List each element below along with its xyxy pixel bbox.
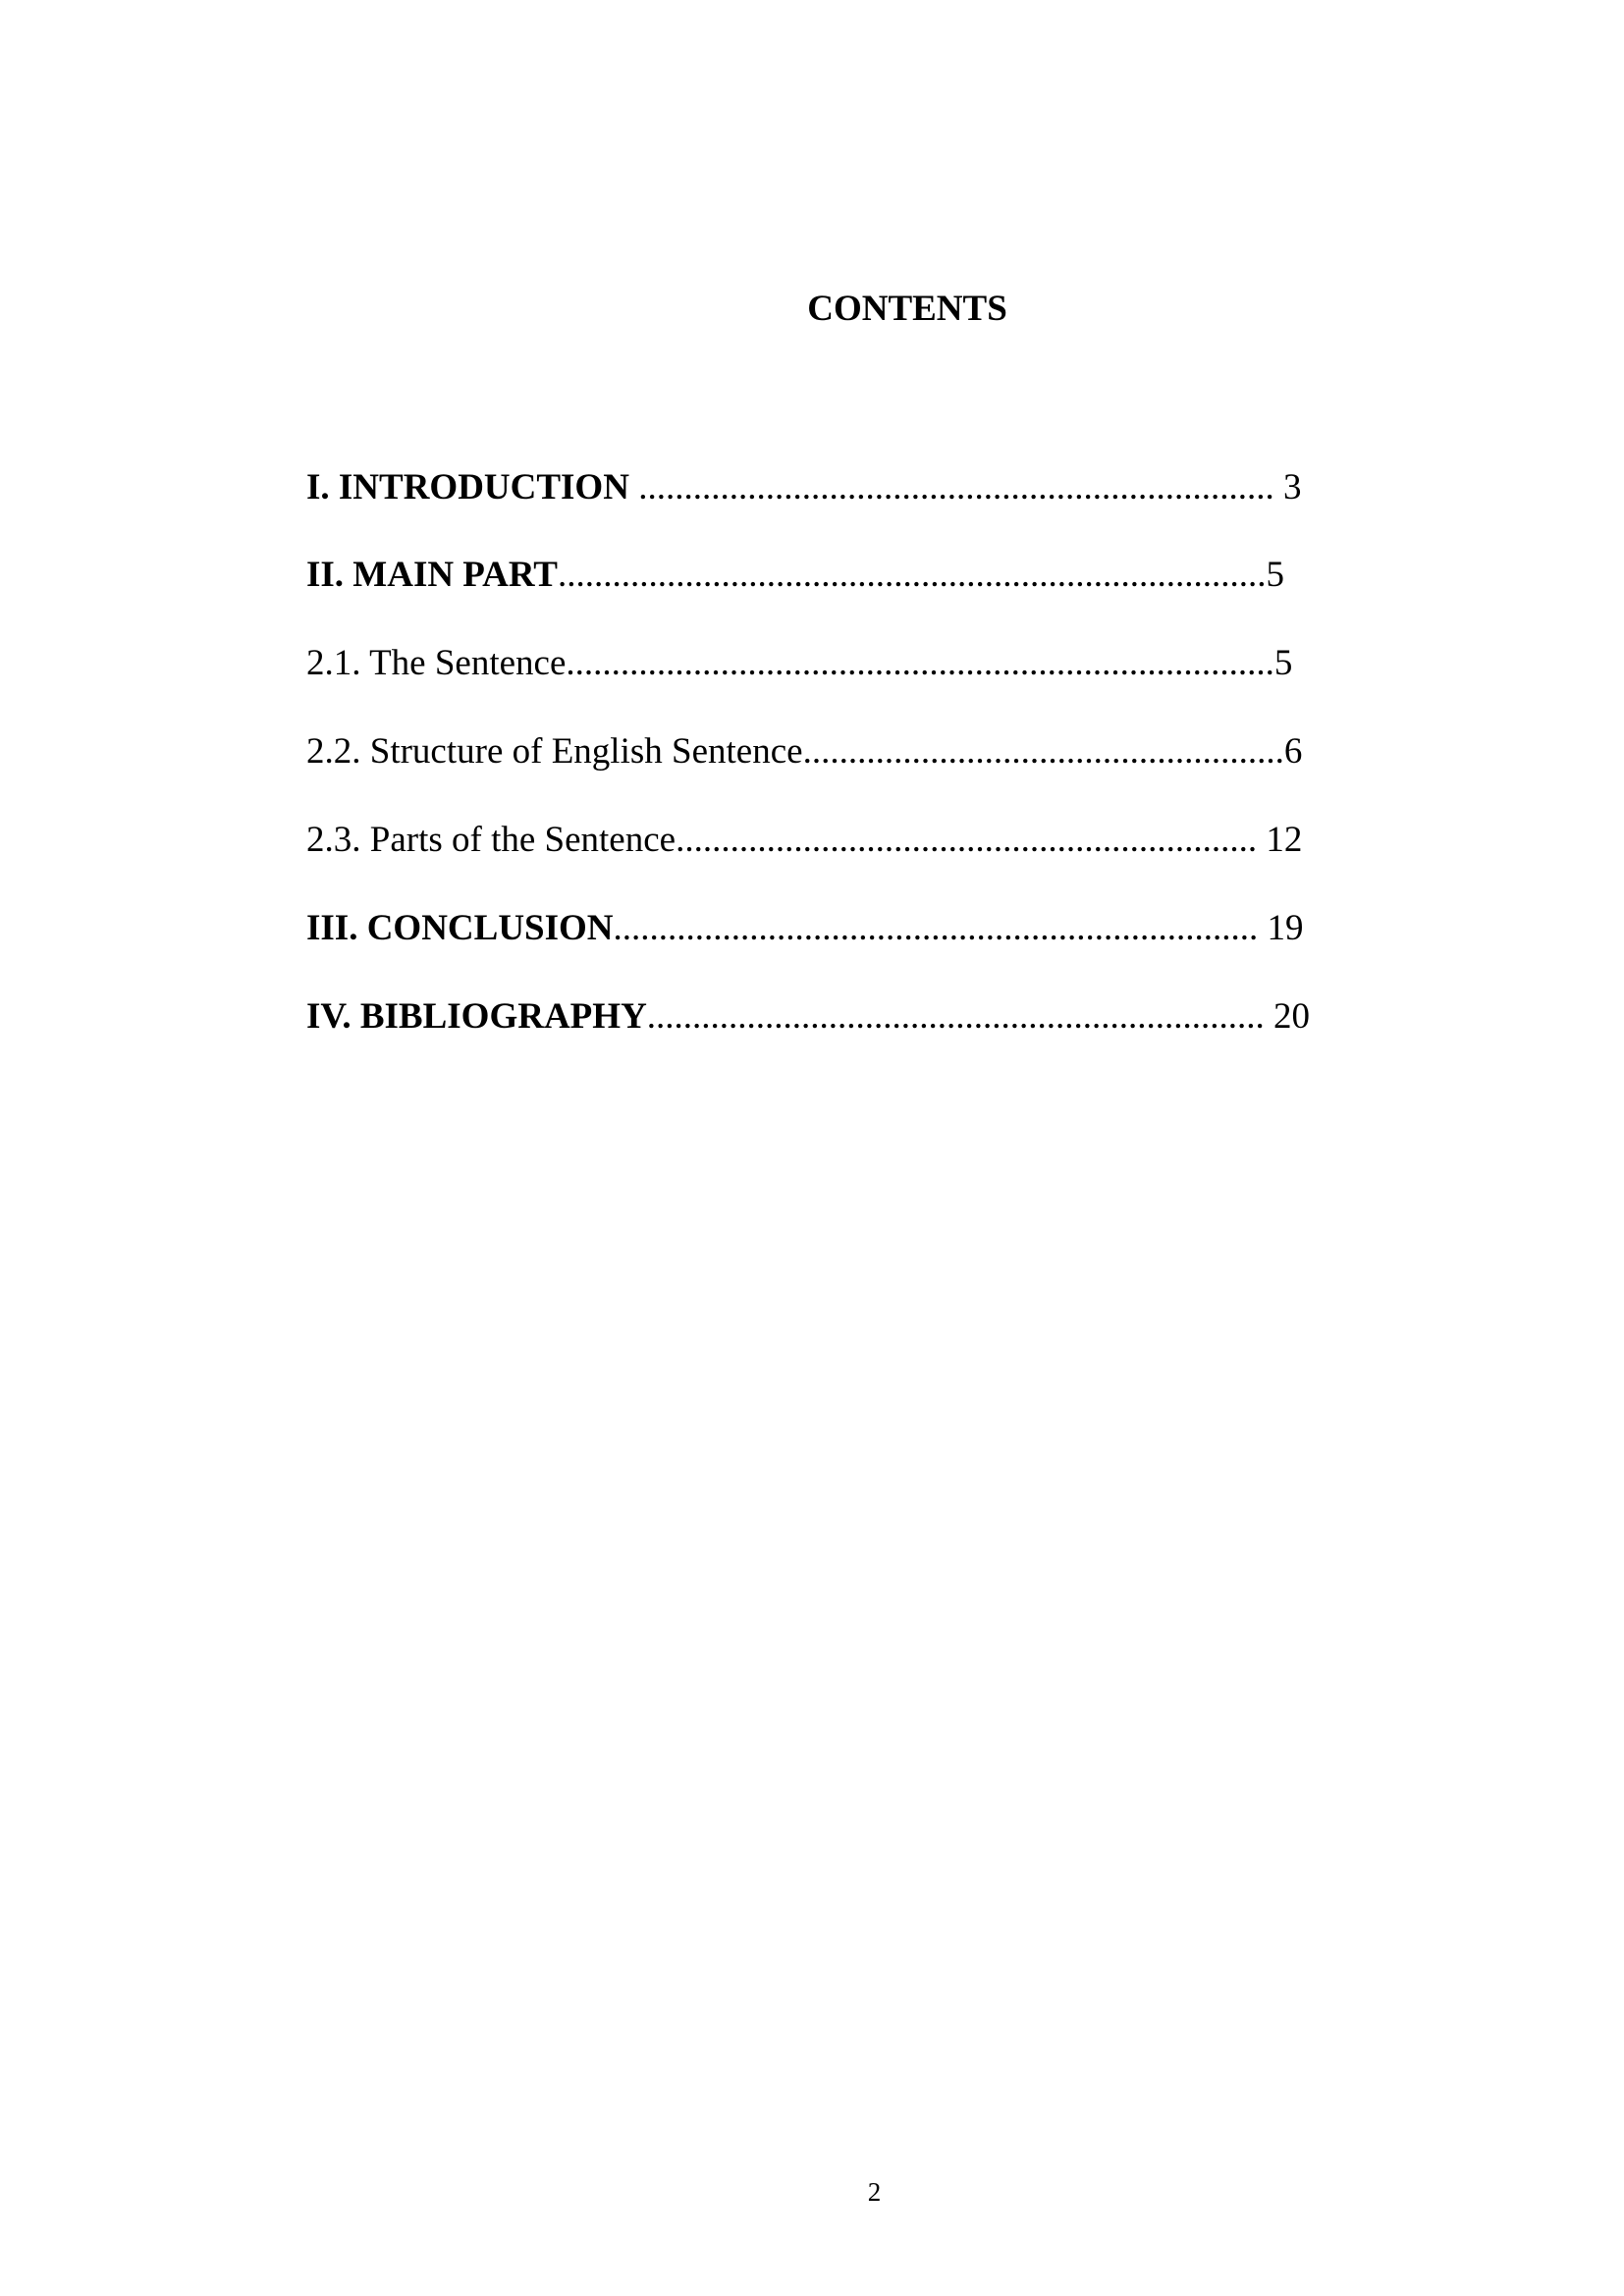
toc-entry-label: 2.3. Parts of the Sentence xyxy=(306,820,677,860)
toc-entry-the-sentence xyxy=(306,641,1292,686)
toc-entry-label: I. INTRODUCTION xyxy=(306,467,629,507)
toc-dot-leader: .................................................................... xyxy=(646,996,1265,1037)
toc-page-number: 19 xyxy=(1258,908,1304,948)
toc-page-number: 3 xyxy=(1273,467,1302,507)
toc-entry-parts-of-the-sentence xyxy=(306,818,1302,863)
toc-entry-label: IV. BIBLIOGRAPHY xyxy=(306,996,647,1037)
toc-dot-leader: ................................................................ xyxy=(676,820,1258,860)
toc-dot-leader: .............................................................................. xyxy=(566,643,1274,683)
toc-entry-introduction xyxy=(306,465,1301,510)
toc-entry-structure-of-english-sentence xyxy=(306,729,1302,774)
toc-entry-bibliography xyxy=(306,994,1310,1040)
toc-dot-leader: ....................................................................... xyxy=(613,908,1259,948)
toc-page-number: 12 xyxy=(1257,820,1303,860)
toc-entry-label: 2.1. The Sentence xyxy=(306,643,567,683)
toc-entry-main-part xyxy=(306,553,1284,598)
toc-entry-label: III. CONCLUSION xyxy=(306,908,614,948)
toc-entry-label: II. MAIN PART xyxy=(306,555,558,595)
toc-page-number: 5 xyxy=(1266,555,1284,595)
toc-page-number: 20 xyxy=(1264,996,1311,1037)
toc-dot-leader: .............................................................................. xyxy=(557,555,1267,595)
page-title: CONTENTS xyxy=(807,289,1007,329)
page-number: 2 xyxy=(867,2177,882,2207)
toc-entry-label: 2.2. Structure of English Sentence xyxy=(306,731,803,772)
toc-dot-leader: ...................................................................... xyxy=(628,467,1274,507)
toc-entry-conclusion xyxy=(306,906,1304,951)
toc-dot-leader: ..................................................... xyxy=(802,731,1284,772)
toc-page-number: 6 xyxy=(1283,731,1303,772)
toc-page-number: 5 xyxy=(1273,643,1293,683)
